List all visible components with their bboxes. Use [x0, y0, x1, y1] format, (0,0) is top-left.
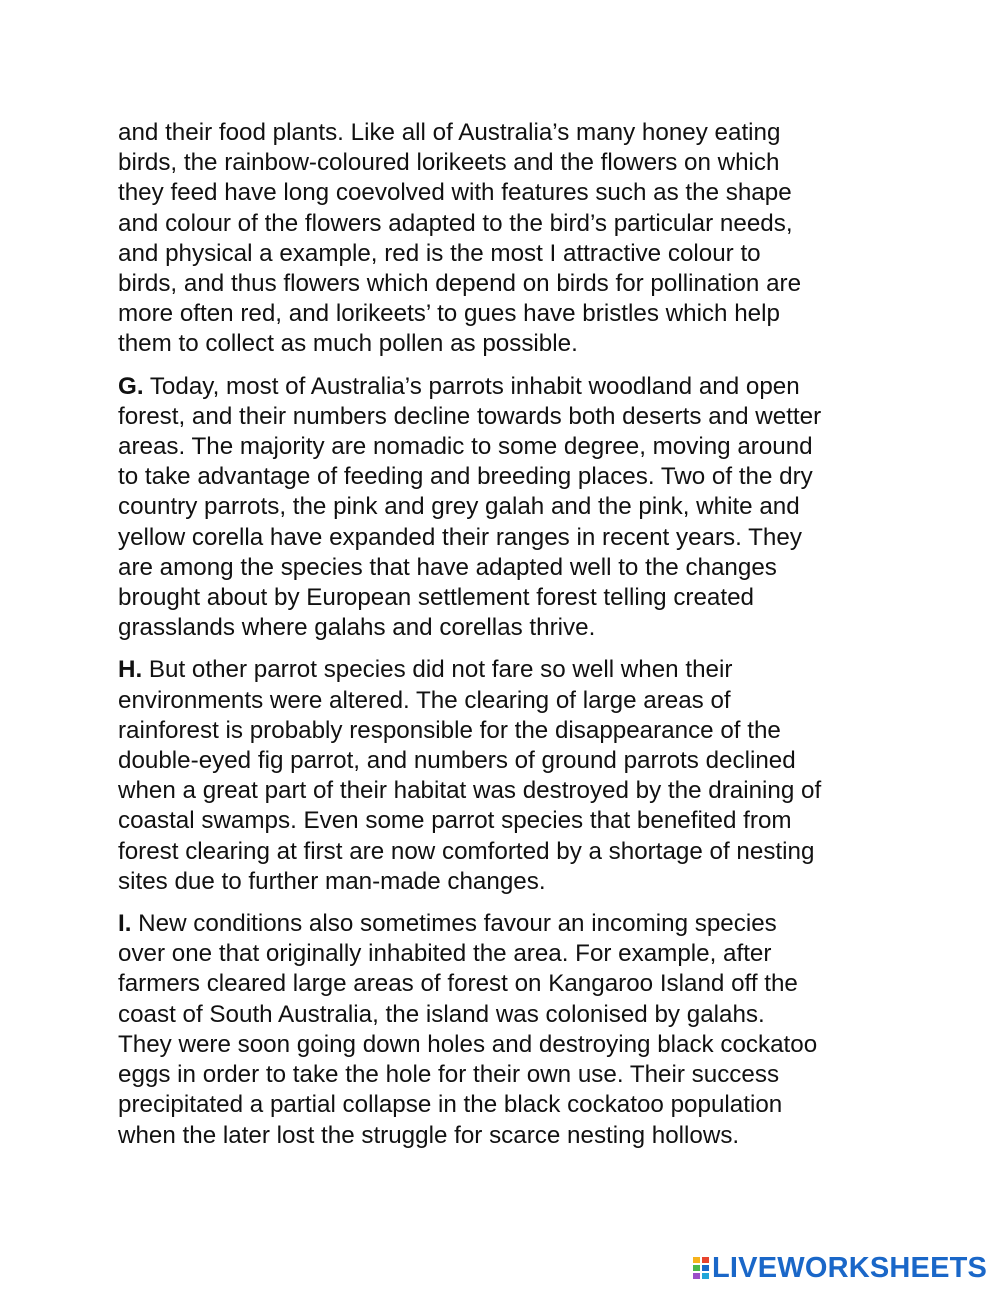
- text-line: [118, 909, 888, 939]
- paragraph-h: [118, 655, 888, 897]
- text-line: farmers cleared large areas of forest on Kangaroo Island off the: [118, 970, 798, 998]
- text-line: yellow corella have expanded their ranges in recent years. They: [118, 523, 802, 551]
- text-line: areas. The majority are nomadic to some degree, moving around: [118, 433, 813, 461]
- text-line: brought about by European settlement forest telling created: [118, 584, 754, 612]
- text-line: are among the species that have adapted well to the changes: [118, 553, 777, 581]
- text-line: [118, 372, 888, 402]
- text-line: [118, 655, 888, 685]
- text-line: grasslands where galahs and corellas thrive.: [118, 614, 596, 642]
- text-line: rainforest is probably responsible for the disappearance of the: [118, 716, 781, 744]
- paragraph-i: [118, 909, 888, 1151]
- liveworksheets-logo-icon: [692, 1256, 710, 1280]
- text-line: They were soon going down holes and destroying black cockatoo: [118, 1030, 818, 1058]
- text-line: when a great part of their habitat was destroyed by the draining of: [118, 777, 822, 805]
- text-line: they feed have long coevolved with features such as the shape: [118, 179, 792, 207]
- document-page: [118, 118, 888, 1163]
- text-line: over one that originally inhabited the area. For example, after: [118, 940, 772, 968]
- logo-tile: [701, 1272, 710, 1280]
- liveworksheets-brand-link[interactable]: [692, 1253, 987, 1283]
- text-line: and physical a example, red is the most I attractive colour to: [118, 239, 761, 267]
- text-line-content: But other parrot species did not fare so well when their: [142, 656, 733, 684]
- logo-tile: [692, 1256, 701, 1264]
- text-line: precipitated a partial collapse in the black cockatoo population: [118, 1091, 783, 1119]
- text-line: forest clearing at first are now comforted by a shortage of nesting: [118, 837, 815, 865]
- text-line: coast of South Australia, the island was colonised by galahs.: [118, 1000, 765, 1028]
- text-line: more often red, and lorikeets’ to gues have bristles which help: [118, 300, 780, 328]
- text-line: birds, the rainbow-coloured lorikeets and the flowers on which: [118, 149, 780, 177]
- text-line: double-eyed fig parrot, and numbers of ground parrots declined: [118, 747, 796, 775]
- text-line: them to collect as much pollen as possible.: [118, 330, 578, 358]
- text-line: environments were altered. The clearing of large areas of: [118, 686, 731, 714]
- paragraph-f-continued: [118, 118, 888, 360]
- text-line: sites due to further man-made changes.: [118, 867, 546, 895]
- text-line: when the later lost the struggle for scarce nesting hollows.: [118, 1121, 740, 1149]
- logo-tile: [701, 1264, 710, 1272]
- paragraph-marker: I.: [118, 910, 132, 938]
- paragraph-marker: G.: [118, 372, 144, 400]
- logo-tile: [701, 1256, 710, 1264]
- text-line: country parrots, the pink and grey galah and the pink, white and: [118, 493, 800, 521]
- text-line: coastal swamps. Even some parrot species that benefited from: [118, 807, 792, 835]
- logo-tile: [692, 1272, 701, 1280]
- text-line: eggs in order to take the hole for their own use. Their success: [118, 1061, 780, 1089]
- paragraph-marker: H.: [118, 656, 143, 684]
- logo-tile: [692, 1264, 701, 1272]
- text-line: to take advantage of feeding and breeding places. Two of the dry: [118, 463, 813, 491]
- text-line-content: New conditions also sometimes favour an incoming species: [131, 910, 777, 938]
- text-line: and their food plants. Like all of Australia’s many honey eating: [118, 119, 781, 146]
- liveworksheets-wordmark: LIVEWORKSHEETS: [712, 1252, 988, 1284]
- paragraph-g: [118, 372, 888, 644]
- text-line: forest, and their numbers decline towards both deserts and wetter: [118, 402, 822, 430]
- text-line-content: Today, most of Australia’s parrots inhabit woodland and open: [143, 372, 800, 400]
- text-line: and colour of the flowers adapted to the bird’s particular needs,: [118, 209, 793, 237]
- text-line: birds, and thus flowers which depend on birds for pollination are: [118, 270, 802, 298]
